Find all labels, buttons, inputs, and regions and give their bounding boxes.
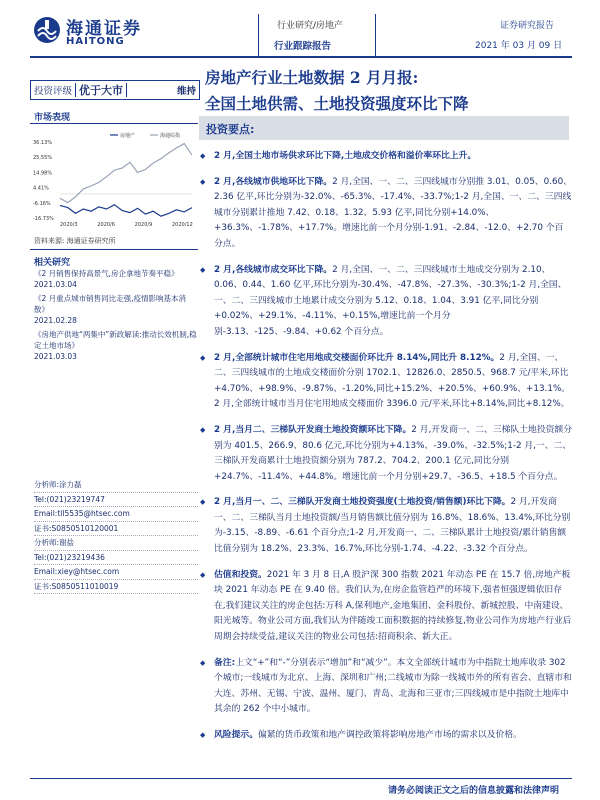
header-divider <box>258 14 259 56</box>
footer-rule <box>30 778 572 779</box>
legend-label: 海通综指 <box>160 133 181 139</box>
series-line <box>60 205 192 217</box>
y-tick-label: -16.73% <box>33 216 54 222</box>
haitong-logo-icon <box>33 16 61 44</box>
report-title-line1: 房地产行业土地数据 2 月月报: <box>205 68 419 87</box>
key-point: ◆ 2 月,各线城市供地环比下降。2 月,全国、一、二、三四线城市分别推 3.01、0.05、0.60、2.36 亿平,环比分别为-32.0%、-65.3%、-17.4%、-33.7%;1-2 月,全国、一、二、三四线城市分别累计推地 7.42、0.18、1.32、5.93 亿平,同比分别+14.0%、+36.3%、-1.78%、+17.7%。增速比前一个月分别-1.91、-2.84、-12.0、+2.70 个百分点。 <box>200 175 572 253</box>
report-date: 2021 年 03 月 09 日 <box>475 41 563 51</box>
y-tick-label: 36.13% <box>33 140 53 146</box>
key-point: ◆ 2 月,全部统计城市住宅用地成交楼面价环比升 8.14%,同比升 8.12%。2 月,全国、一、二、三四线城市的土地成交楼面价分别 1702.1、12826.0、2850.5、968.7 元/平米,环比+4.70%、+98.9%、-9.87%、-1.20%,同比+15.2%、+20.5%、+60.9%、+13.1%。2 月,全部统计城市当月住宅用地成交楼面价 3396.0 元/平米,环比+8.14%,同比+8.12%。 <box>200 351 572 413</box>
x-tick-label: 2020/6 <box>97 222 115 228</box>
key-point: ◆ 2 月,当月一、二、三梯队开发商土地投资强度(土地投资/销售额)环比下降。2 月,开发商一、二、三梯队当月土地投资额/当月销售额比值分别为 16.8%、18.6%、13.4%,环比分别为-3.15、-8.89、-6.61 个百分点;1-2 月,开发商一、二、三梯队累计土地投资/累计销售额比值分别为 18.2%、23.3%、16.7%,环比分别-1.74、-4.22、-3.32 个百分点。 <box>200 495 572 557</box>
logo-text: 海通证券 <box>66 19 142 39</box>
header-rule <box>30 56 572 58</box>
key-points-bar <box>199 116 569 140</box>
related-item[interactable]: 《2 月重点城市销售同比走强,疫情影响基本消散》 2021.02.28 <box>34 294 187 325</box>
key-point: ◆ 2 月,各线城市成交环比下降。2 月,全国、一、二、三四线城市土地成交分别为 2.10、0.06、0.44、1.60 亿平,环比分别为-30.4%、-47.8%、-27.3%、-30.3%;1-2 月,全国、一、二、三四线城市土地累计成交分别为 5.12、0.18、1.04、3.91 亿平,同比分别+0.02%、+29.1%、-4.11%、+0.15%,增速比前一个月分别-3.13、-125、-9.84、+0.62 个百分点。 <box>200 263 572 341</box>
key-point: ◆ 备注:上文“+”和“-”分别表示“增加”和“减少”。本文全部统计城市为中指院土地库收录 302 个城市;一线城市为北京、上海、深圳和广州;二线城市为除一线城市外的所有省会、直辖市和大连、苏州、无锡、宁波、温州、厦门、青岛、北海和三亚市;三四线城市是中指院土地库中其余的 262 个中小城市。 <box>200 656 572 718</box>
key-point: ◆ 估值和投资。2021 年 3 月 8 日,A 股沪深 300 指数 2021 年动态 PE 在 15.7 倍,房地产板块 2021 年动态 PE 在 9.40 倍。我们认为,在房企监管趋严的环境下,强者恒强逻辑依旧存在,我们建议关注的房企包括:万科 A,保利地产,金地集团、金科股份、新城控股、中南建设、阳光城等。物业公司方面,我们认为伴随竣工面积数据的持续修复,物业公司作为房地产行业后周期会持续受益,建议关注的物业公司包括:招商积余、新大正。 <box>200 568 572 646</box>
key-point: ◆ 2 月,当月二、三梯队开发商土地投资额环比下降。2 月,开发商一、二、三梯队土地投资额分别为 401.5、266.9、80.6 亿元,环比分别为+4.13%、-39.0%、-32.5%;1-2 月,一、二、三梯队开发商累计土地投资额分别为 787.2、704.2、200.1 亿元,同比分别+24.7%、-11.4%、+44.8%。增速比前一个月分别+29.7、-36.5、+18.5 个百分点。 <box>200 423 572 485</box>
footer-disclaimer[interactable]: 请务必阅读正文之后的信息披露和法律声明 <box>388 786 560 796</box>
analyst-cert: 证书:S0850510120001 <box>34 522 198 537</box>
rating-bar <box>30 80 200 100</box>
y-tick-label: 25.55% <box>33 155 53 162</box>
report-title-line2: 全国土地供需、土地投资强度环比下降 <box>205 94 469 113</box>
report-label: 证券研究报告 <box>500 21 555 31</box>
y-tick-label: -6.16% <box>33 200 51 207</box>
report-category: 行业研究/房地产 <box>277 21 344 31</box>
report-type: 行业跟踪报告 <box>274 41 332 52</box>
analyst-cert: 证书:S0850511010019 <box>34 580 198 595</box>
header-divider <box>375 14 376 56</box>
analyst-email[interactable]: Email:xiey@htsec.com <box>34 565 198 580</box>
analyst-tel: Tel:(021)23219747 <box>34 493 198 508</box>
rating-value: 优于大市 <box>79 84 124 97</box>
market-heading: 市场表现 <box>34 113 71 123</box>
analyst-name: 分析师:涂力磊 <box>34 478 198 493</box>
x-tick-label: 2020/9 <box>134 222 153 228</box>
x-tick-label: 2020/12 <box>172 222 193 228</box>
analyst-info <box>34 478 198 594</box>
analyst-email[interactable]: Email:tll5535@htsec.com <box>34 507 198 522</box>
related-research-list <box>34 268 198 365</box>
section-rule <box>30 123 198 124</box>
y-tick-label: 4.41% <box>33 185 49 192</box>
analyst-tel: Tel:(021)23219436 <box>34 551 198 566</box>
analyst-name: 分析师:谢盐 <box>34 536 198 551</box>
x-tick-label: 2020/3 <box>60 222 78 228</box>
logo-english: HAITONG <box>66 36 125 47</box>
key-point: ◆ 2 月,全国土地市场供求环比下降,土地成交价格和溢价率环比上升。 <box>200 149 572 165</box>
key-points-label: 投资要点: <box>206 123 255 136</box>
rating-action: 维持 <box>176 86 196 97</box>
related-item[interactable]: 《房地产供地“两集中”新政解读:推动长效机制,稳定土地市场》 2021.03.03 <box>34 330 197 361</box>
section-rule <box>30 249 198 250</box>
related-item[interactable]: 《2 月销售保持高景气,房企拿地节奏平稳》 2021.03.04 <box>34 269 179 289</box>
rating-label: 投资评级 <box>34 86 73 97</box>
legend-label: 房地产 <box>120 133 136 139</box>
market-performance-chart <box>32 128 198 228</box>
key-point: ◆ 风险提示。偏紧的货币政策和地产调控政策将影响房地产市场的需求以及价格。 <box>200 728 572 744</box>
related-heading: 相关研究 <box>34 258 71 268</box>
chart-source: 资料来源: 海通证券研究所 <box>34 237 116 245</box>
y-tick-label: 14.98% <box>33 170 53 177</box>
key-points-list <box>200 149 572 754</box>
